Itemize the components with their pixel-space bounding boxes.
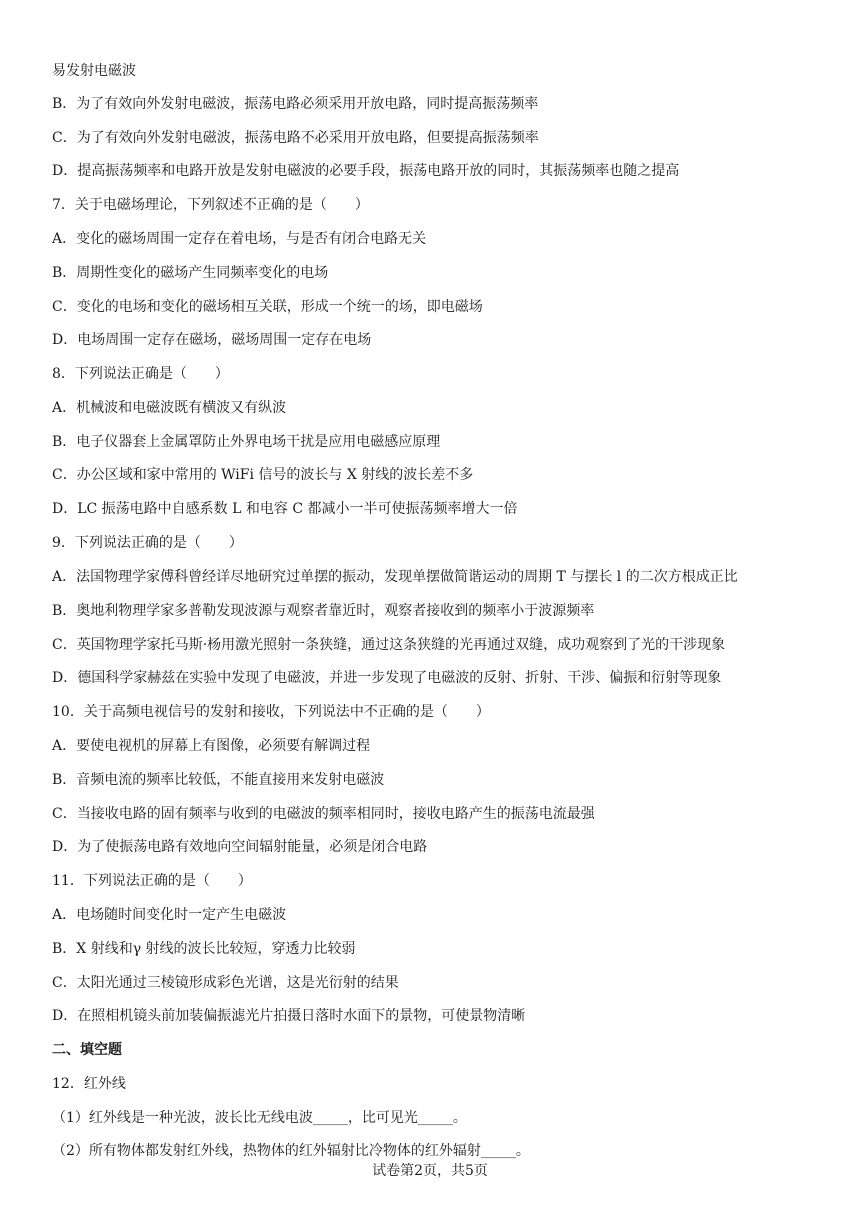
text-line: 易发射电磁波 — [52, 63, 136, 79]
question-line: 7．关于电磁场理论，下列叙述不正确的是（ ） — [52, 197, 369, 213]
option-line: A．要使电视机的屏幕上有图像，必须要有解调过程 — [52, 738, 371, 754]
option-line: B．X 射线和γ 射线的波长比较短，穿透力比较弱 — [52, 941, 356, 957]
question-line: 10．关于高频电视信号的发射和接收，下列说法中不正确的是（ ） — [52, 704, 490, 720]
option-line: A．机械波和电磁波既有横波又有纵波 — [52, 400, 287, 416]
option-line: B．电子仪器套上金属罩防止外界电场干扰是应用电磁感应原理 — [52, 434, 441, 450]
option-line: C．变化的电场和变化的磁场相互关联，形成一个统一的场，即电磁场 — [52, 299, 483, 315]
page-footer: 试卷第2页，共5页 — [372, 1163, 488, 1179]
option-line: A．法国物理学家傅科曾经详尽地研究过单摆的振动，发现单摆做简谐运动的周期 T 与摆长 l 的二次方根成正比 — [52, 569, 738, 585]
option-line: A．电场随时间变化时一定产生电磁波 — [52, 907, 287, 923]
option-line: D．提高振荡频率和电路开放是发射电磁波的必要手段，振荡电路开放的同时，其振荡频率也随之提高 — [52, 163, 680, 179]
option-line: D．LC 振荡电路中自感系数 L 和电容 C 都减小一半可使振荡频率增大一倍 — [52, 501, 518, 517]
option-line: C．太阳光通过三棱镜形成彩色光谱，这是光衍射的结果 — [52, 975, 399, 991]
option-line: D．为了使振荡电路有效地向空间辐射能量，必须是闭合电路 — [52, 839, 428, 855]
option-line: D．在照相机镜头前加装偏振滤光片拍摄日落时水面下的景物，可使景物清晰 — [52, 1008, 526, 1024]
option-line: D．电场周围一定存在磁场，磁场周围一定存在电场 — [52, 332, 372, 348]
question-line: 9．下列说法正确的是（ ） — [52, 535, 243, 551]
option-line: C．为了有效向外发射电磁波，振荡电路不必采用开放电路，但要提高振荡频率 — [52, 130, 539, 146]
option-line: B．为了有效向外发射电磁波，振荡电路必须采用开放电路，同时提高振荡频率 — [52, 96, 539, 112]
question-line: 8．下列说法正确是（ ） — [52, 366, 229, 382]
subquestion-line: （1）红外线是一种光波，波长比无线电波_____，比可见光_____。 — [52, 1110, 467, 1126]
option-line: D．德国科学家赫兹在实验中发现了电磁波，并进一步发现了电磁波的反射、折射、干涉、偏振和衍射等现象 — [52, 670, 722, 686]
option-line: B．奥地利物理学家多普勒发现波源与观察者靠近时，观察者接收到的频率小于波源频率 — [52, 603, 595, 619]
option-line: C．英国物理学家托马斯·杨用激光照射一条狭缝，通过这条狭缝的光再通过双缝，成功观察到了光的干涉现象 — [52, 637, 726, 653]
subquestion-line: （2）所有物体都发射红外线，热物体的红外辐射比冷物体的红外辐射_____。 — [52, 1143, 530, 1159]
question-line: 11．下列说法正确的是（ ） — [52, 873, 252, 889]
question-line: 12．红外线 — [52, 1076, 126, 1092]
option-line: B．音频电流的频率比较低，不能直接用来发射电磁波 — [52, 772, 385, 788]
option-line: C．办公区域和家中常用的 WiFi 信号的波长与 X 射线的波长差不多 — [52, 467, 474, 483]
section-heading: 二、填空题 — [52, 1042, 122, 1058]
option-line: A．变化的磁场周围一定存在着电场，与是否有闭合电路无关 — [52, 231, 427, 247]
option-line: B．周期性变化的磁场产生同频率变化的电场 — [52, 265, 329, 281]
option-line: C．当接收电路的固有频率与收到的电磁波的频率相同时，接收电路产生的振荡电流最强 — [52, 806, 595, 822]
